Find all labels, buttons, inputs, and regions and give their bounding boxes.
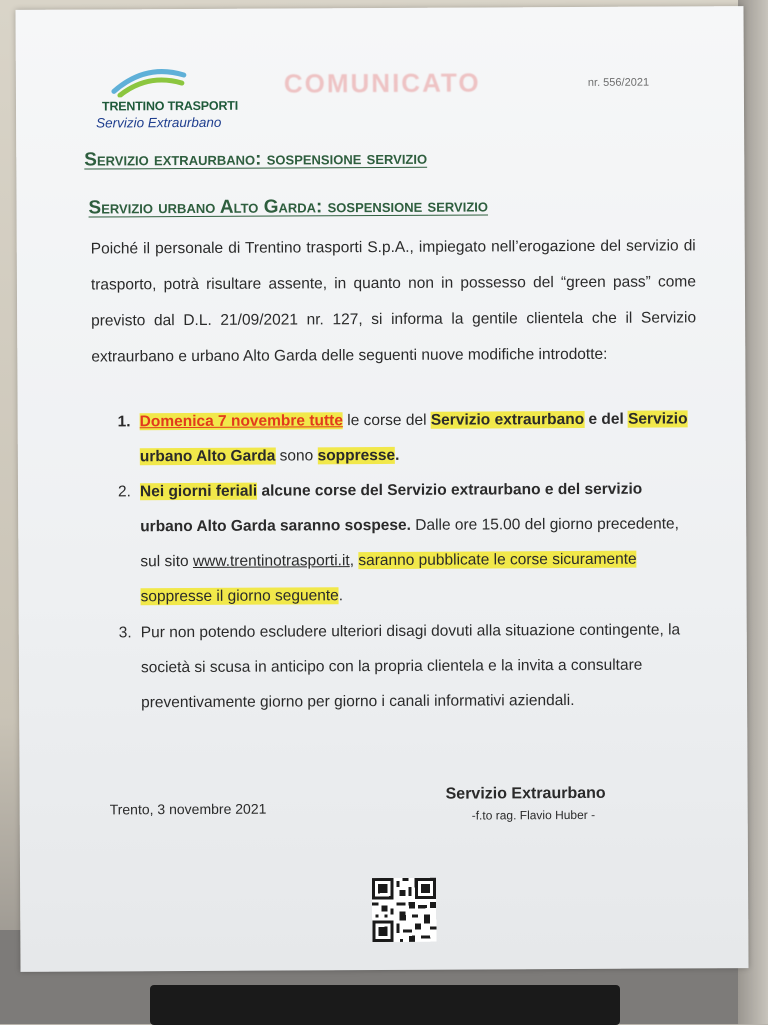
website-link[interactable]: www.trentinotrasporti.it xyxy=(192,552,350,570)
logo-arc-icon xyxy=(110,61,190,97)
highlight-text: Servizio extraurbano xyxy=(430,410,585,429)
list-item xyxy=(118,471,699,614)
sunday-date-text: Domenica 7 novembre tutte xyxy=(139,412,343,431)
item-text: Pur non potendo escludere ulteriori disagi dovuti alla situazione contingente, la società si scusa in anticipo con la propria clientela e la invita a consultare preventivamente giorno per giorno i canali informativi aziendali. xyxy=(140,621,681,712)
qr-code-icon[interactable] xyxy=(369,878,439,942)
signature-signer: -f.to rag. Flavio Huber - xyxy=(471,807,596,823)
faded-stamp: COMUNICATO xyxy=(283,67,481,99)
item-text: Dalle ore 15.00 del giorno precedente, sul sito xyxy=(140,515,679,571)
protocol-number: nr. 556/2021 xyxy=(587,76,650,89)
highlight-text: Servizio urbano Alto Garda xyxy=(139,410,688,466)
background-shadow xyxy=(150,985,620,1025)
notice-list xyxy=(118,401,700,720)
highlight-text: Nei giorni feriali xyxy=(139,482,258,501)
logo-subtitle: Servizio Extraurbano xyxy=(96,114,222,131)
item-text: le corse del xyxy=(342,411,431,430)
item-text: sono xyxy=(275,447,318,465)
list-number: 2. xyxy=(117,483,131,501)
list-number: 1. xyxy=(117,413,131,431)
logo-title: TRENTINO TRASPORTI xyxy=(101,98,239,114)
notice-date: Trento, 3 novembre 2021 xyxy=(109,800,267,818)
bold-text: alcune corse del Servizio extraurbano e del servizio urbano Alto Garda saranno sospese. xyxy=(140,480,643,536)
company-logo xyxy=(78,61,253,134)
item-text: , xyxy=(349,552,359,570)
intro-paragraph: Poiché il personale di Trentino trasporti S.p.A., impiegato nell’erogazione del servizio di trasporto, potrà risultare assente, in quanto non in possesso del “green pass” come previsto dal D.L. 21/09/2021 nr. 127, si informa la gentile clientela che il Servizio extraurbano e urbano Alto Garda delle seguenti nuove modifiche introdotte: xyxy=(90,237,697,366)
list-item xyxy=(119,612,700,720)
heading-urban-alto-garda: Servizio urbano Alto Garda: sospensione servizio xyxy=(88,195,489,219)
signature-office: Servizio Extraurbano xyxy=(445,784,606,803)
highlight-text: saranno pubblicate le corse sicuramente soppresse il giorno seguente xyxy=(140,550,637,606)
item-text: e del xyxy=(584,410,629,428)
list-number: 3. xyxy=(118,624,132,642)
item-text: . xyxy=(395,446,400,464)
highlight-text: soppresse xyxy=(317,446,396,465)
item-text: . xyxy=(338,587,344,605)
list-item xyxy=(118,401,698,474)
notice-sheet xyxy=(15,6,748,972)
heading-extraurban: Servizio extraurbano: sospensione servizio xyxy=(84,147,428,171)
